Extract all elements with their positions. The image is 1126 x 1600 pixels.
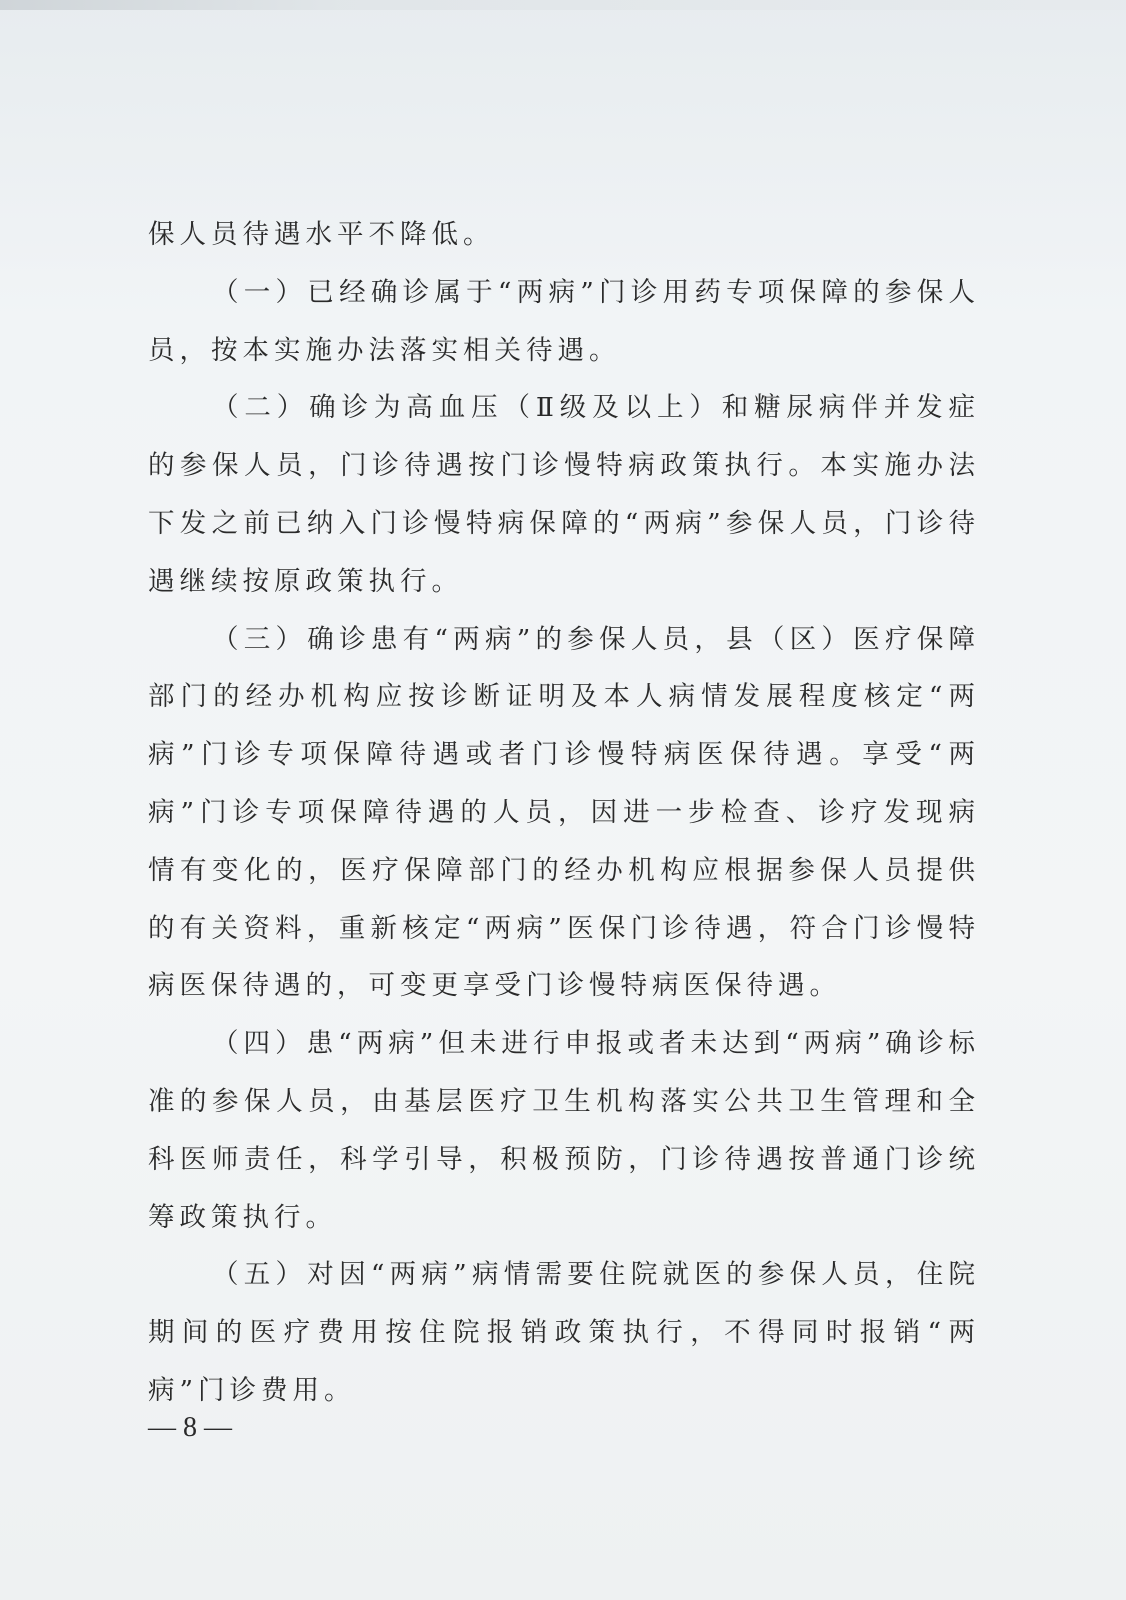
page-number: — 8 — bbox=[148, 1412, 232, 1443]
scan-top-edge bbox=[0, 0, 1126, 10]
paragraph-item-1: （一）已经确诊属于“两病”门诊用药专项保障的参保人员，按本实施办法落实相关待遇。 bbox=[148, 276, 980, 366]
paragraph-continuation: 保人员待遇水平不降低。 bbox=[148, 219, 495, 250]
paragraph-item-5: （五）对因“两病”病情需要住院就医的参保人员，住院期间的医疗费用按住院报销政策执行，不得同时报销“两病”门诊费用。 bbox=[148, 1259, 980, 1406]
paragraph-item-2: （二）确诊为高血压（Ⅱ级及以上）和糖尿病伴并发症的参保人员，门诊待遇按门诊慢特病政策执行。本实施办法下发之前已纳入门诊慢特病保障的“两病”参保人员，门诊待遇继续按原政策执行。 bbox=[148, 392, 980, 597]
body-text bbox=[148, 206, 980, 1420]
paragraph-item-4: （四）患“两病”但未进行申报或者未达到“两病”确诊标准的参保人员，由基层医疗卫生机构落实公共卫生管理和全科医师责任，科学引导，积极预防，门诊待遇按普通门诊统筹政策执行。 bbox=[148, 1028, 980, 1233]
paragraph-item-3: （三）确诊患有“两病”的参保人员，县（区）医疗保障部门的经办机构应按诊断证明及本人病情发展程度核定“两病”门诊专项保障待遇或者门诊慢特病医保待遇。享受“两病”门诊专项保障待遇的人员，因进一步检查、诊疗发现病情有变化的，医疗保障部门的经办机构应根据参保人员提供的有关资料，重新核定“两病”医保门诊待遇，符合门诊慢特病医保待遇的，可变更享受门诊慢特病医保待遇。 bbox=[148, 623, 980, 1002]
